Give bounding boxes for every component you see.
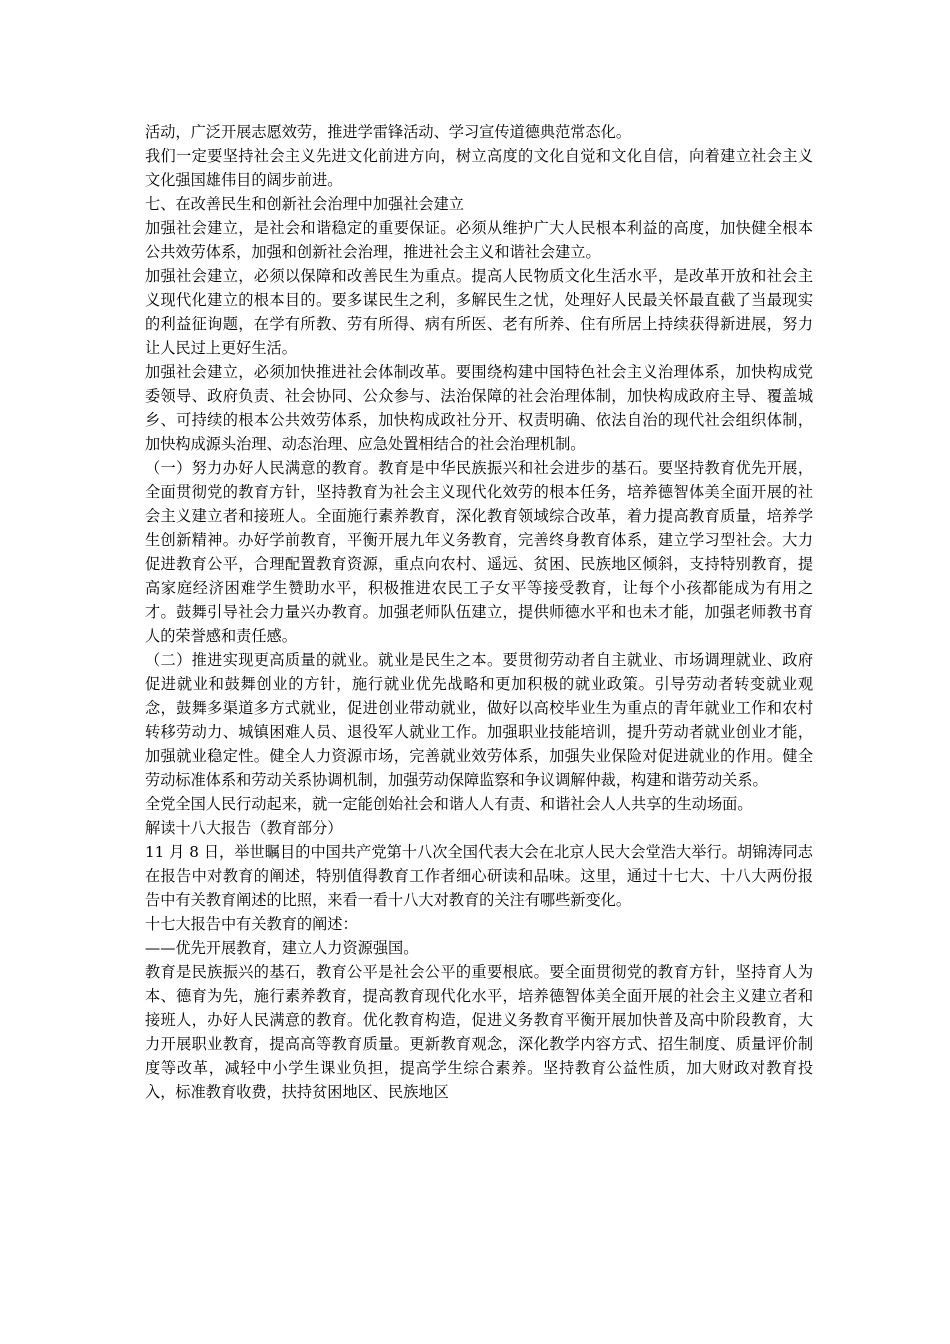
paragraph-17th-education: 教育是民族振兴的基石，教育公平是社会公平的重要根底。要全面贯彻党的教育方针，坚持育人为本、德育为先，施行素养教育，提高教育现代化水平，培养德智体美全面开展的社会主义建立者和接班人，办好人民满意的教育。优化教育构造，促进义务教育平衡开展加快普及高中阶段教育，大力开展职业教育，提高高等教育质量。更新教育观念，深化教学内容方式、招生制度、质量评价制度等改革，减轻中小学生课业负担，提高学生综合素养。坚持教育公益性质，加大财政对教育投入，标准教育收费，扶持贫困地区、民族地区 <box>145 963 813 1101</box>
paragraph-intro: 11 月 8 日，举世瞩目的中国共产党第十八次全国代表大会在北京人民大会堂浩大举行。胡锦涛同志在报告中对教育的阐述，特别值得教育工作者细心研读和品味。这里，通过十七大、十八大两份报告中有关教育阐述的比照，来看一看十八大对教育的关注有哪些新变化。 <box>145 843 813 909</box>
heading-17th-report: 十七大报告中有关教育的阐述： <box>145 915 358 933</box>
paragraph-4: 加强社会建立，必须以保障和改善民生为重点。提高人民物质文化生活水平，是改革开放和社会主义现代化建立的根本目的。要多谋民生之利，多解民生之忧，处理好人民最关怀最直截了当最现实的利益征询题，在学有所教、劳有所得、病有所医、老有所养、住有所居上持续获得新进展，努力让人民过上更好生活。 <box>145 267 813 357</box>
paragraph-education: （一）努力办好人民满意的教育。教育是中华民族振兴和社会进步的基石。要坚持教育优先开展，全面贯彻党的教育方针，坚持教育为社会主义现代化效劳的根本任务，培养德智体美全面开展的社会主义建立者和接班人。全面施行素养教育，深化教育领域综合改革，着力提高教育质量，培养学生创新精神。办好学前教育，平衡开展九年义务教育，完善终身教育体系，建立学习型社会。大力促进教育公平，合理配置教育资源，重点向农村、遥远、贫困、民族地区倾斜，支持特别教育，提高家庭经济困难学生赞助水平，积极推进农民工子女平等接受教育，让每个小孩都能成为有用之才。鼓舞引导社会力量兴办教育。加强老师队伍建立，提供师德水平和也未才能，加强老师教书育人的荣誉感和责任感。 <box>145 459 813 645</box>
heading-priority-education: ——优先开展教育，建立人力资源强国。 <box>145 939 419 957</box>
section-heading-7: 七、在改善民生和创新社会治理中加强社会建立 <box>145 195 464 213</box>
paragraph-employment: （二）推进实现更高质量的就业。就业是民生之本。要贯彻劳动者自主就业、市场调理就业、政府促进就业和鼓舞创业的方针，施行就业优先战略和更加积极的就业政策。引导劳动者转变就业观念，鼓舞多渠道多方式就业，促进创业带动就业，做好以高校毕业生为重点的青年就业工作和农村转移劳动力、城镇困难人员、退役军人就业工作。加强职业技能培训，提升劳动者就业创业才能，加强就业稳定性。健全人力资源市场，完善就业效劳体系，加强失业保险对促进就业的作用。健全劳动标准体系和劳动关系协调机制，加强劳动保障监察和争议调解仲裁，构建和谐劳动关系。 <box>145 651 813 789</box>
paragraph-1: 活动，广泛开展志愿效劳，推进学雷锋活动、学习宣传道德典范常态化。 <box>145 123 631 141</box>
subtitle-interpretation: 解读十八大报告（教育部分） <box>145 819 343 837</box>
document-body <box>145 120 813 1104</box>
paragraph-3: 加强社会建立，是社会和谐稳定的重要保证。必须从维护广大人民根本利益的高度，加快健全根本公共效劳体系，加强和创新社会治理，推进社会主义和谐社会建立。 <box>145 219 813 261</box>
paragraph-conclusion: 全党全国人民行动起来，就一定能创始社会和谐人人有责、和谐社会人人共享的生动场面。 <box>145 795 753 813</box>
paragraph-5: 加强社会建立，必须加快推进社会体制改革。要围绕构建中国特色社会主义治理体系，加快构成党委领导、政府负责、社会协同、公众参与、法治保障的社会治理体制，加快构成政府主导、覆盖城乡、可持续的根本公共效劳体系，加快构成政社分开、权责明确、依法自治的现代社会组织体制，加快构成源头治理、动态治理、应急处置相结合的社会治理机制。 <box>145 363 813 453</box>
paragraph-2: 我们一定要坚持社会主义先进文化前进方向，树立高度的文化自觉和文化自信，向着建立社会主义文化强国雄伟目的阔步前进。 <box>145 147 813 189</box>
